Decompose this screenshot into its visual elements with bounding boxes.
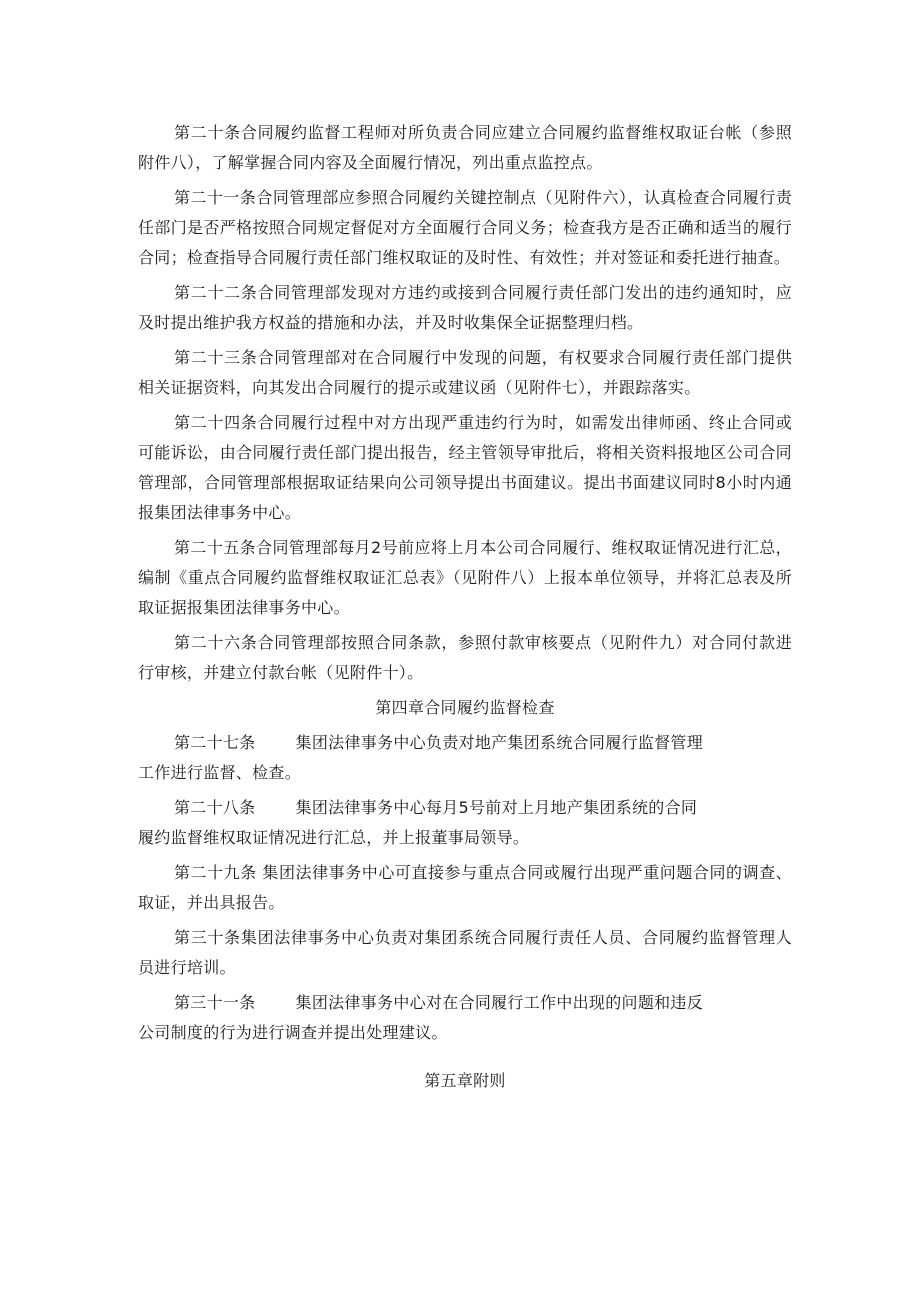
article-31-label: 第三十一条 bbox=[174, 993, 256, 1012]
article-22: 第二十二条合同管理部发现对方违约或接到合同履行责任部门发出的违约通知时，应及时提出维护我方权益的措施和办法，并及时收集保全证据整理归档。 bbox=[138, 283, 792, 332]
article-25: 第二十五条合同管理部每月2号前应将上月本公司合同履行、维权取证情况进行汇总，编制《重点合同履约监督维权取证汇总表》（见附件八）上报本单位领导，并将汇总表及所取证据报集团法律事务中心。 bbox=[138, 538, 792, 617]
article-31-line1: 集团法律事务中心对在合同履行工作中出现的问题和违反 bbox=[295, 993, 704, 1012]
article-24: 第二十四条合同履行过程中对方出现严重违约行为时，如需发出律师函、终止合同或可能诉讼，由合同履行责任部门提出报告，经主管领导审批后，将相关资料报地区公司合同管理部，合同管理部根据取证结果向公司领导提出书面建议。提出书面建议同时8小时内通报集团法律事务中心。 bbox=[138, 413, 792, 522]
document-page bbox=[138, 118, 792, 1101]
chapter-5-title: 第五章附则 bbox=[424, 1071, 506, 1090]
article-23: 第二十三条合同管理部对在合同履行中发现的问题，有权要求合同履行责任部门提供相关证据资料，向其发出合同履行的提示或建议函（见附件七），并跟踪落实。 bbox=[138, 348, 792, 397]
article-27 bbox=[138, 728, 792, 788]
article-31 bbox=[138, 988, 792, 1048]
article-28-line1: 集团法律事务中心每月5号前对上月地产集团系统的合同 bbox=[295, 798, 698, 817]
chapter-4-title: 第四章合同履约监督检查 bbox=[375, 698, 555, 717]
article-28 bbox=[138, 793, 792, 853]
article-31-line2: 公司制度的行为进行调查并提出处理建议。 bbox=[138, 1023, 448, 1042]
article-28-line2: 履约监督维权取证情况进行汇总，并上报董事局领导。 bbox=[138, 828, 530, 847]
article-20: 第二十条合同履约监督工程师对所负责合同应建立合同履约监督维权取证台帐（参照附件八），了解掌握合同内容及全面履行情况，列出重点监控点。 bbox=[138, 123, 792, 172]
article-27-label: 第二十七条 bbox=[174, 733, 256, 752]
article-27-line2: 工作进行监督、检查。 bbox=[138, 763, 302, 782]
article-27-line1: 集团法律事务中心负责对地产集团系统合同履行监督管理 bbox=[295, 733, 704, 752]
article-29: 第二十九条 集团法律事务中心可直接参与重点合同或履行出现严重问题合同的调查、取证，并出具报告。 bbox=[138, 863, 792, 912]
article-28-label: 第二十八条 bbox=[174, 798, 256, 817]
article-21: 第二十一条合同管理部应参照合同履约关键控制点（见附件六），认真检查合同履行责任部门是否严格按照合同规定督促对方全面履行合同义务；检查我方是否正确和适当的履行合同；检查指导合同履行责任部门维权取证的及时性、有效性；并对签证和委托进行抽查。 bbox=[138, 188, 792, 267]
article-26: 第二十六条合同管理部按照合同条款，参照付款审核要点（见附件九）对合同付款进行审核，并建立付款台帐（见附件十）。 bbox=[138, 633, 792, 682]
article-30: 第三十条集团法律事务中心负责对集团系统合同履行责任人员、合同履约监督管理人员进行培训。 bbox=[138, 928, 792, 977]
